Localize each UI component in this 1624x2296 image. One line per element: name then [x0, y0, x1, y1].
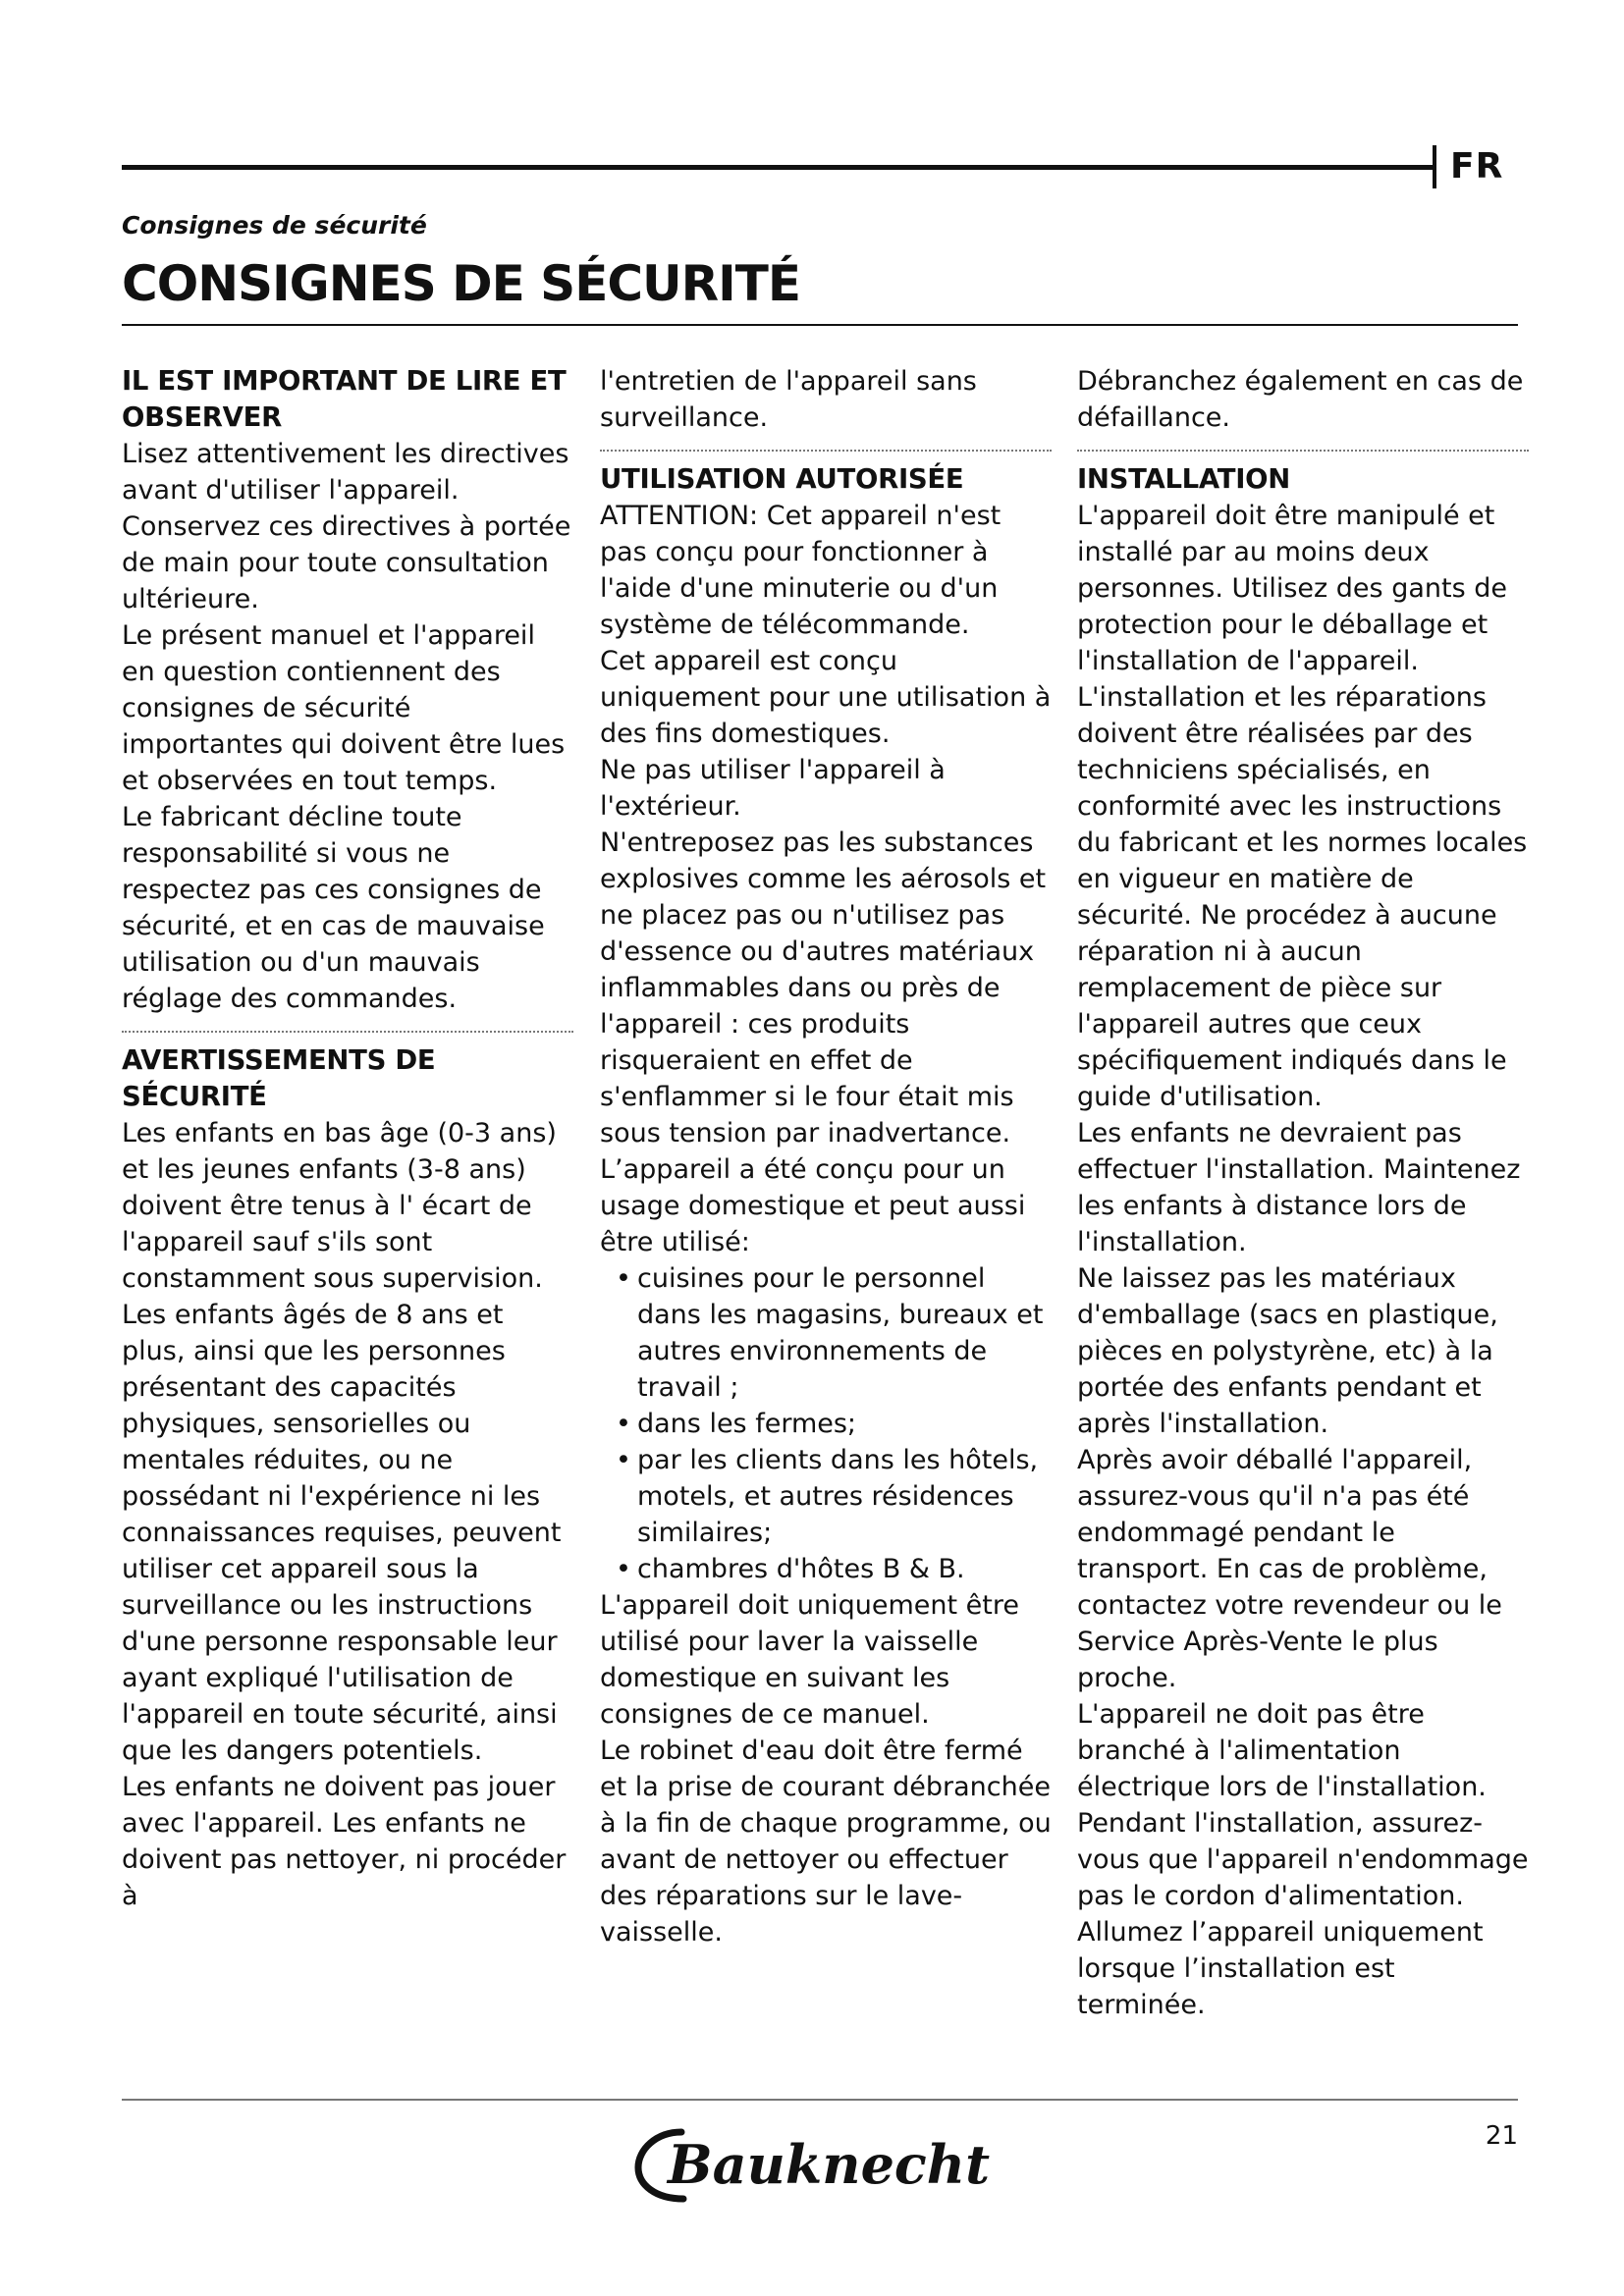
- paragraph: Les enfants âgés de 8 ans et plus, ainsi que les personnes présentant des capacités physiques, sensorielles ou mentales réduites, ou ne possédant ni l'expérience ni les connaissances requises, peuvent utiliser cet appareil sous la surveillance ou les instructions d'une personne responsable leur ayant expliqué l'utilisation de l'appareil en toute sécurité, ainsi que les dangers potentiels.: [122, 1300, 562, 1766]
- column-2: [600, 363, 1052, 1950]
- paragraph: Pendant l'installation, assurez-vous que l'appareil n'endommage pas le cordon d'alimentation.: [1077, 1808, 1529, 1911]
- list-item: • chambres d'hôtes B & B.: [600, 1551, 1052, 1587]
- header-rule-tick: [1433, 145, 1436, 188]
- heading-safety-warnings: AVERTISSEMENTS DE SÉCURITÉ: [122, 1044, 436, 1112]
- paragraph: Cet appareil est conçu uniquement pour une utilisation à des fins domestiques.: [600, 646, 1052, 749]
- paragraph: Le présent manuel et l'appareil en question contiennent des consignes de sécurité importantes qui doivent être lues et observées en tout temps.: [122, 620, 566, 796]
- paragraph: Le fabricant décline toute responsabilité si vous ne respectez pas ces consignes de sécurité, et en cas de mauvaise utilisation ou d'un mauvais réglage des commandes.: [122, 802, 545, 1014]
- title-rule: [122, 324, 1518, 326]
- paragraph: ATTENTION: Cet appareil n'est pas conçu pour fonctionner à l'aide d'une minuterie ou d'un système de télécommande.: [600, 501, 1001, 640]
- heading-installation: INSTALLATION: [1077, 463, 1290, 495]
- page-number: 21: [1485, 2121, 1518, 2151]
- list-item: • cuisines pour le personnel dans les magasins, bureaux et autres environnements de travail ;: [600, 1260, 1052, 1406]
- paragraph: Allumez l’appareil uniquement lorsque l’installation est terminée.: [1077, 1917, 1484, 2020]
- dotted-separator: [122, 1031, 573, 1033]
- paragraph: Après avoir déballé l'appareil, assurez-vous qu'il n'a pas été endommagé pendant le transport. En cas de problème, contactez votre revendeur ou le Service Après-Vente le plus proche.: [1077, 1445, 1502, 1693]
- list-item: • par les clients dans les hôtels, motels, et autres résidences similaires;: [600, 1442, 1052, 1551]
- paragraph: l'entretien de l'appareil sans surveillance.: [600, 366, 977, 433]
- heading-authorized-use: UTILISATION AUTORISÉE: [600, 463, 964, 495]
- paragraph: L'appareil ne doit pas être branché à l'alimentation électrique lors de l'installation.: [1077, 1699, 1487, 1802]
- footer-rule: [122, 2099, 1518, 2101]
- dotted-separator: [600, 450, 1052, 452]
- paragraph: L'appareil doit être manipulé et installé par au moins deux personnes. Utilisez des gants de protection pour le déballage et l'installation de l'appareil.: [1077, 501, 1507, 676]
- column-3: [1077, 363, 1529, 2023]
- paragraph: Ne laissez pas les matériaux d'emballage (sacs en plastique, pièces en polystyrène, etc) à la portée des enfants pendant et après l'installation.: [1077, 1263, 1498, 1439]
- paragraph: L'appareil doit uniquement être utilisé pour laver la vaisselle domestique en suivant les consignes de ce manuel.: [600, 1590, 1019, 1730]
- paragraph: Les enfants ne doivent pas jouer avec l'appareil. Les enfants ne doivent pas nettoyer, ni procéder à: [122, 1772, 567, 1911]
- bauknecht-logo: [628, 2118, 1011, 2207]
- paragraph: Conservez ces directives à portée de main pour toute consultation ultérieure.: [122, 511, 571, 614]
- page-title: CONSIGNES DE SÉCURITÉ: [122, 255, 801, 312]
- header-rule: [122, 165, 1434, 170]
- paragraph: Les enfants en bas âge (0-3 ans) et les jeunes enfants (3-8 ans) doivent être tenus à l' écart de l'appareil sauf s'ils sont constamment sous supervision.: [122, 1118, 557, 1294]
- heading-important: IL EST IMPORTANT DE LIRE ET OBSERVER: [122, 365, 567, 433]
- usage-list: [600, 1260, 1052, 1587]
- paragraph: Débranchez également en cas de défaillance.: [1077, 366, 1524, 433]
- section-label: Consignes de sécurité: [122, 211, 427, 240]
- column-1: [122, 363, 573, 1914]
- language-code: FR: [1450, 146, 1504, 187]
- list-item: • dans les fermes;: [600, 1406, 1052, 1442]
- bauknecht-logo-mark: [628, 2118, 1011, 2207]
- paragraph: L’appareil a été conçu pour un usage domestique et peut aussi être utilisé:: [600, 1154, 1026, 1257]
- paragraph: Lisez attentivement les directives avant d'utiliser l'appareil.: [122, 439, 569, 506]
- paragraph: Le robinet d'eau doit être fermé et la prise de courant débranchée à la fin de chaque programme, ou avant de nettoyer ou effectuer des réparations sur le lave-vaisselle.: [600, 1735, 1052, 1948]
- dotted-separator: [1077, 450, 1529, 452]
- paragraph: Les enfants ne devraient pas effectuer l'installation. Maintenez les enfants à distance lors de l'installation.: [1077, 1118, 1521, 1257]
- paragraph: L'installation et les réparations doivent être réalisées par des techniciens spécialisés, en conformité avec les instructions du fabricant et les normes locales en vigueur en matière de sécurité. Ne procédez à aucune réparation ni à aucun remplacement de pièce sur l'appareil autres que ceux spécifiquement indiqués dans le guide d'utilisation.: [1077, 682, 1528, 1112]
- paragraph: Ne pas utiliser l'appareil à l'extérieur.: [600, 755, 946, 822]
- paragraph: N'entreposez pas les substances explosives comme les aérosols et ne placez pas ou n'utilisez pas d'essence ou d'autres matériaux inflammables dans ou près de l'appareil : ces produits risqueraient en effet de s'enflammer si le four était mis sous tension par inadvertance.: [600, 828, 1047, 1148]
- brand-wordmark: Bauknecht: [668, 2133, 991, 2196]
